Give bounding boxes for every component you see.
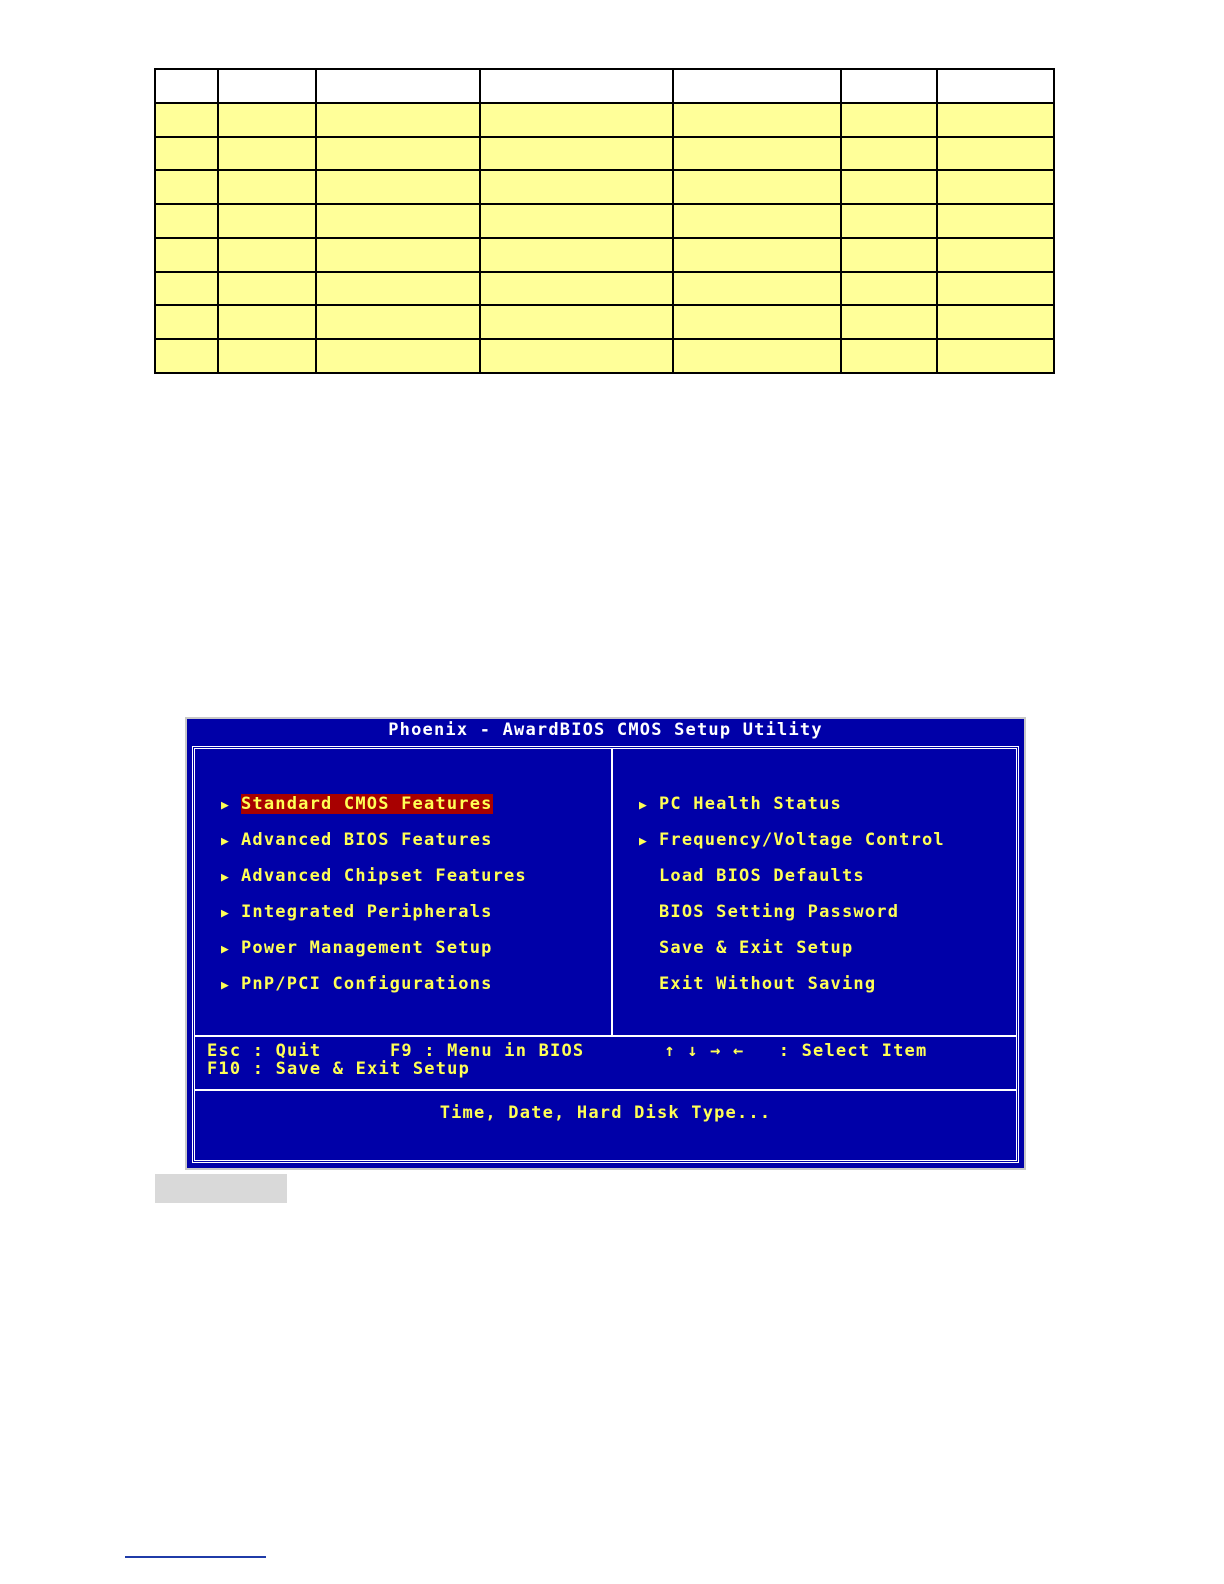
table-row bbox=[155, 204, 1054, 238]
bios-menu-item[interactable] bbox=[221, 973, 527, 1009]
table-cell bbox=[316, 170, 480, 204]
table-cell bbox=[841, 103, 937, 137]
bios-menu-label: Exit Without Saving bbox=[659, 974, 877, 994]
table-cell bbox=[480, 137, 673, 171]
table-cell bbox=[480, 305, 673, 339]
table-cell bbox=[316, 238, 480, 272]
table-cell bbox=[155, 204, 218, 238]
table-header-row bbox=[155, 69, 1054, 103]
table-cell bbox=[841, 204, 937, 238]
submenu-arrow-icon: ▶ bbox=[639, 798, 649, 813]
spec-table bbox=[154, 68, 1055, 374]
table-cell bbox=[155, 137, 218, 171]
table-row bbox=[155, 339, 1054, 373]
table-cell bbox=[480, 103, 673, 137]
table-cell bbox=[673, 103, 841, 137]
table-cell bbox=[937, 170, 1054, 204]
table-cell bbox=[155, 69, 218, 103]
submenu-arrow-icon: ▶ bbox=[221, 834, 231, 849]
table-cell bbox=[155, 170, 218, 204]
submenu-arrow-icon: ▶ bbox=[221, 978, 231, 993]
table-cell bbox=[155, 238, 218, 272]
bios-title: Phoenix - AwardBIOS CMOS Setup Utility bbox=[388, 720, 823, 740]
bios-menu-left bbox=[221, 793, 527, 1009]
bios-frame bbox=[192, 746, 1019, 1163]
bios-menu-label: Load BIOS Defaults bbox=[659, 866, 865, 886]
table-cell bbox=[937, 339, 1054, 373]
bios-menu-item[interactable] bbox=[639, 973, 945, 1009]
submenu-arrow-icon: ▶ bbox=[221, 870, 231, 885]
bios-menu-label: BIOS Setting Password bbox=[659, 902, 900, 922]
bios-screen bbox=[185, 717, 1026, 1170]
table-cell bbox=[155, 103, 218, 137]
key-legend bbox=[195, 1037, 1016, 1091]
bios-menu-item[interactable] bbox=[639, 901, 945, 937]
bios-menu-label: PC Health Status bbox=[659, 794, 842, 814]
key-legend-line-2: F10 : Save & Exit Setup bbox=[207, 1059, 471, 1079]
bios-menu-label: PnP/PCI Configurations bbox=[241, 974, 493, 994]
table-cell bbox=[841, 69, 937, 103]
table-cell bbox=[937, 69, 1054, 103]
table-cell bbox=[841, 272, 937, 306]
bios-menu-label: Power Management Setup bbox=[241, 938, 493, 958]
table-cell bbox=[673, 170, 841, 204]
table-cell bbox=[480, 204, 673, 238]
table-cell bbox=[937, 103, 1054, 137]
table-cell bbox=[480, 339, 673, 373]
bios-menu-item[interactable] bbox=[221, 865, 527, 901]
table-cell bbox=[937, 305, 1054, 339]
table-cell bbox=[218, 103, 316, 137]
table-cell bbox=[218, 272, 316, 306]
bios-menu-area bbox=[195, 749, 1016, 1037]
submenu-arrow-icon: ▶ bbox=[221, 942, 231, 957]
table-cell bbox=[218, 69, 316, 103]
bios-menu-item[interactable] bbox=[639, 829, 945, 865]
table-row bbox=[155, 170, 1054, 204]
bios-menu-label: Integrated Peripherals bbox=[241, 902, 493, 922]
key-legend-line-1: Esc : Quit F9 : Menu in BIOS ↑ ↓ → ← : Select Item bbox=[207, 1041, 928, 1061]
table-cell bbox=[218, 170, 316, 204]
help-text: Time, Date, Hard Disk Type... bbox=[439, 1103, 772, 1123]
table-cell bbox=[480, 170, 673, 204]
footnote-rule bbox=[125, 1556, 266, 1558]
table-row bbox=[155, 238, 1054, 272]
table-row bbox=[155, 305, 1054, 339]
bios-menu-right bbox=[639, 793, 945, 1009]
table-cell bbox=[673, 69, 841, 103]
table-cell bbox=[937, 204, 1054, 238]
table-cell bbox=[480, 238, 673, 272]
table-cell bbox=[218, 305, 316, 339]
table-cell bbox=[316, 103, 480, 137]
bios-menu-label: Save & Exit Setup bbox=[659, 938, 854, 958]
bios-menu-label: Standard CMOS Features bbox=[241, 794, 493, 814]
table-cell bbox=[218, 339, 316, 373]
table-cell bbox=[316, 272, 480, 306]
table-row bbox=[155, 137, 1054, 171]
submenu-arrow-icon: ▶ bbox=[221, 906, 231, 921]
table-cell bbox=[937, 272, 1054, 306]
table-cell bbox=[673, 137, 841, 171]
bios-menu-item[interactable] bbox=[221, 901, 527, 937]
table-cell bbox=[480, 272, 673, 306]
bios-menu-item[interactable] bbox=[221, 793, 527, 829]
table-cell bbox=[316, 305, 480, 339]
submenu-arrow-icon: ▶ bbox=[639, 834, 649, 849]
table-cell bbox=[841, 305, 937, 339]
table-cell bbox=[480, 69, 673, 103]
table-cell bbox=[316, 137, 480, 171]
table-cell bbox=[841, 339, 937, 373]
submenu-arrow-icon: ▶ bbox=[221, 798, 231, 813]
menu-divider bbox=[611, 749, 613, 1035]
bios-menu-item[interactable] bbox=[221, 829, 527, 865]
table-cell bbox=[218, 238, 316, 272]
bios-menu-item[interactable] bbox=[639, 865, 945, 901]
table-row bbox=[155, 103, 1054, 137]
bios-menu-label: Advanced Chipset Features bbox=[241, 866, 527, 886]
table-cell bbox=[673, 339, 841, 373]
table-cell bbox=[841, 170, 937, 204]
bios-menu-item[interactable] bbox=[639, 937, 945, 973]
table-cell bbox=[316, 339, 480, 373]
table-cell bbox=[673, 204, 841, 238]
bios-menu-label: Advanced BIOS Features bbox=[241, 830, 493, 850]
table-cell bbox=[155, 339, 218, 373]
table-cell bbox=[937, 137, 1054, 171]
table-cell bbox=[155, 305, 218, 339]
table-cell bbox=[316, 69, 480, 103]
bios-menu-label: Frequency/Voltage Control bbox=[659, 830, 945, 850]
table-cell bbox=[841, 137, 937, 171]
table-cell bbox=[841, 238, 937, 272]
caption-placeholder bbox=[155, 1174, 287, 1203]
table-cell bbox=[673, 305, 841, 339]
bios-menu-item[interactable] bbox=[221, 937, 527, 973]
table-cell bbox=[937, 238, 1054, 272]
bios-menu-item[interactable] bbox=[639, 793, 945, 829]
table-cell bbox=[673, 272, 841, 306]
table-cell bbox=[218, 204, 316, 238]
table-cell bbox=[316, 204, 480, 238]
table-row bbox=[155, 272, 1054, 306]
table-cell bbox=[155, 272, 218, 306]
table-cell bbox=[673, 238, 841, 272]
table-cell bbox=[218, 137, 316, 171]
